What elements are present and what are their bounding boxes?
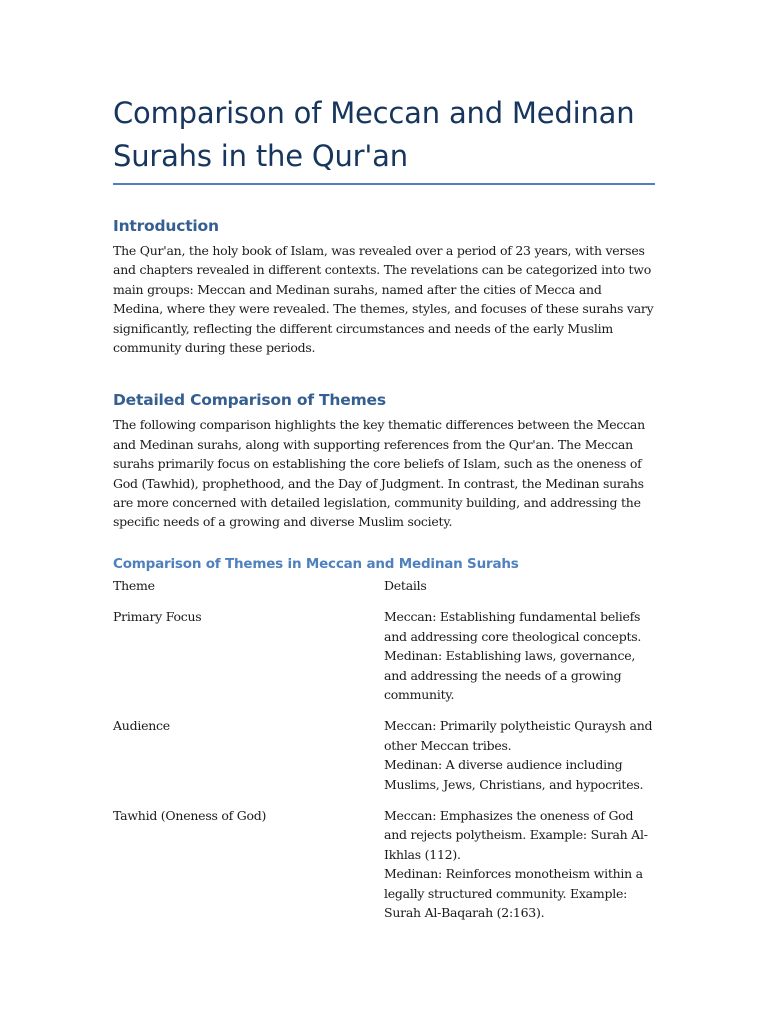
comparison-heading: Detailed Comparison of Themes — [113, 391, 386, 410]
meccan-detail: Meccan: Emphasizes the oneness of God and rejects polytheism. Example: Surah Al-Ikhlas (112). — [384, 807, 648, 862]
comparison-paragraph: The following comparison highlights the key thematic differences between the Meccan and Medinan surahs, along with supporting references from the Qur'an. The Meccan surahs primarily focus on establishing the core beliefs of Islam, such as the oneness of God (Tawhid), prophethood, and the Day of Judgment. In contrast, the Medinan surahs are more concerned with detailed legislation, community building, and addressing the specific needs of a growing and diverse Muslim society. — [113, 417, 645, 530]
row-theme: Audience — [113, 718, 170, 734]
introduction-paragraph: The Qur'an, the holy book of Islam, was revealed over a period of 23 years, with verses and chapters revealed in different contexts. The revelations can be categorized into two main groups: Meccan and Medinan surahs, named after the cities of Mecca and Medina, where they were revealed. The themes, styles, and focuses of these surahs vary significantly, reflecting the different circumstances and needs of the early Muslim community during these periods. — [113, 243, 654, 356]
table-row — [113, 607, 655, 716]
table-caption: Comparison of Themes in Meccan and Medinan Surahs — [113, 555, 519, 572]
table-row — [113, 716, 655, 806]
introduction-heading: Introduction — [113, 217, 219, 235]
table-header-row — [113, 576, 655, 607]
row-details — [384, 806, 655, 934]
table-row — [113, 806, 655, 934]
medinan-detail: Medinan: Reinforces monotheism within a legally structured community. Example: Surah Al-Baqarah (2:163). — [384, 866, 643, 920]
medinan-detail: Medinan: Establishing laws, governance, and addressing the needs of a growing community. — [384, 648, 636, 702]
row-details — [384, 607, 655, 716]
meccan-detail: Meccan: Primarily polytheistic Quraysh and other Meccan tribes. — [384, 718, 653, 753]
header-theme: Theme — [113, 577, 155, 593]
row-details — [384, 716, 655, 806]
meccan-detail: Meccan: Establishing fundamental beliefs and addressing core theological concepts. — [384, 609, 642, 644]
medinan-detail: Medinan: A diverse audience including Muslims, Jews, Christians, and hypocrites. — [384, 757, 644, 792]
header-details: Details — [384, 577, 427, 593]
row-theme: Tawhid (Oneness of God) — [113, 807, 267, 823]
document-page — [113, 92, 655, 934]
row-theme: Primary Focus — [113, 609, 202, 625]
themes-table — [113, 576, 655, 935]
document-title: Comparison of Meccan and Medinan Surahs in the Qur'an — [113, 96, 635, 173]
title-divider — [113, 183, 655, 185]
